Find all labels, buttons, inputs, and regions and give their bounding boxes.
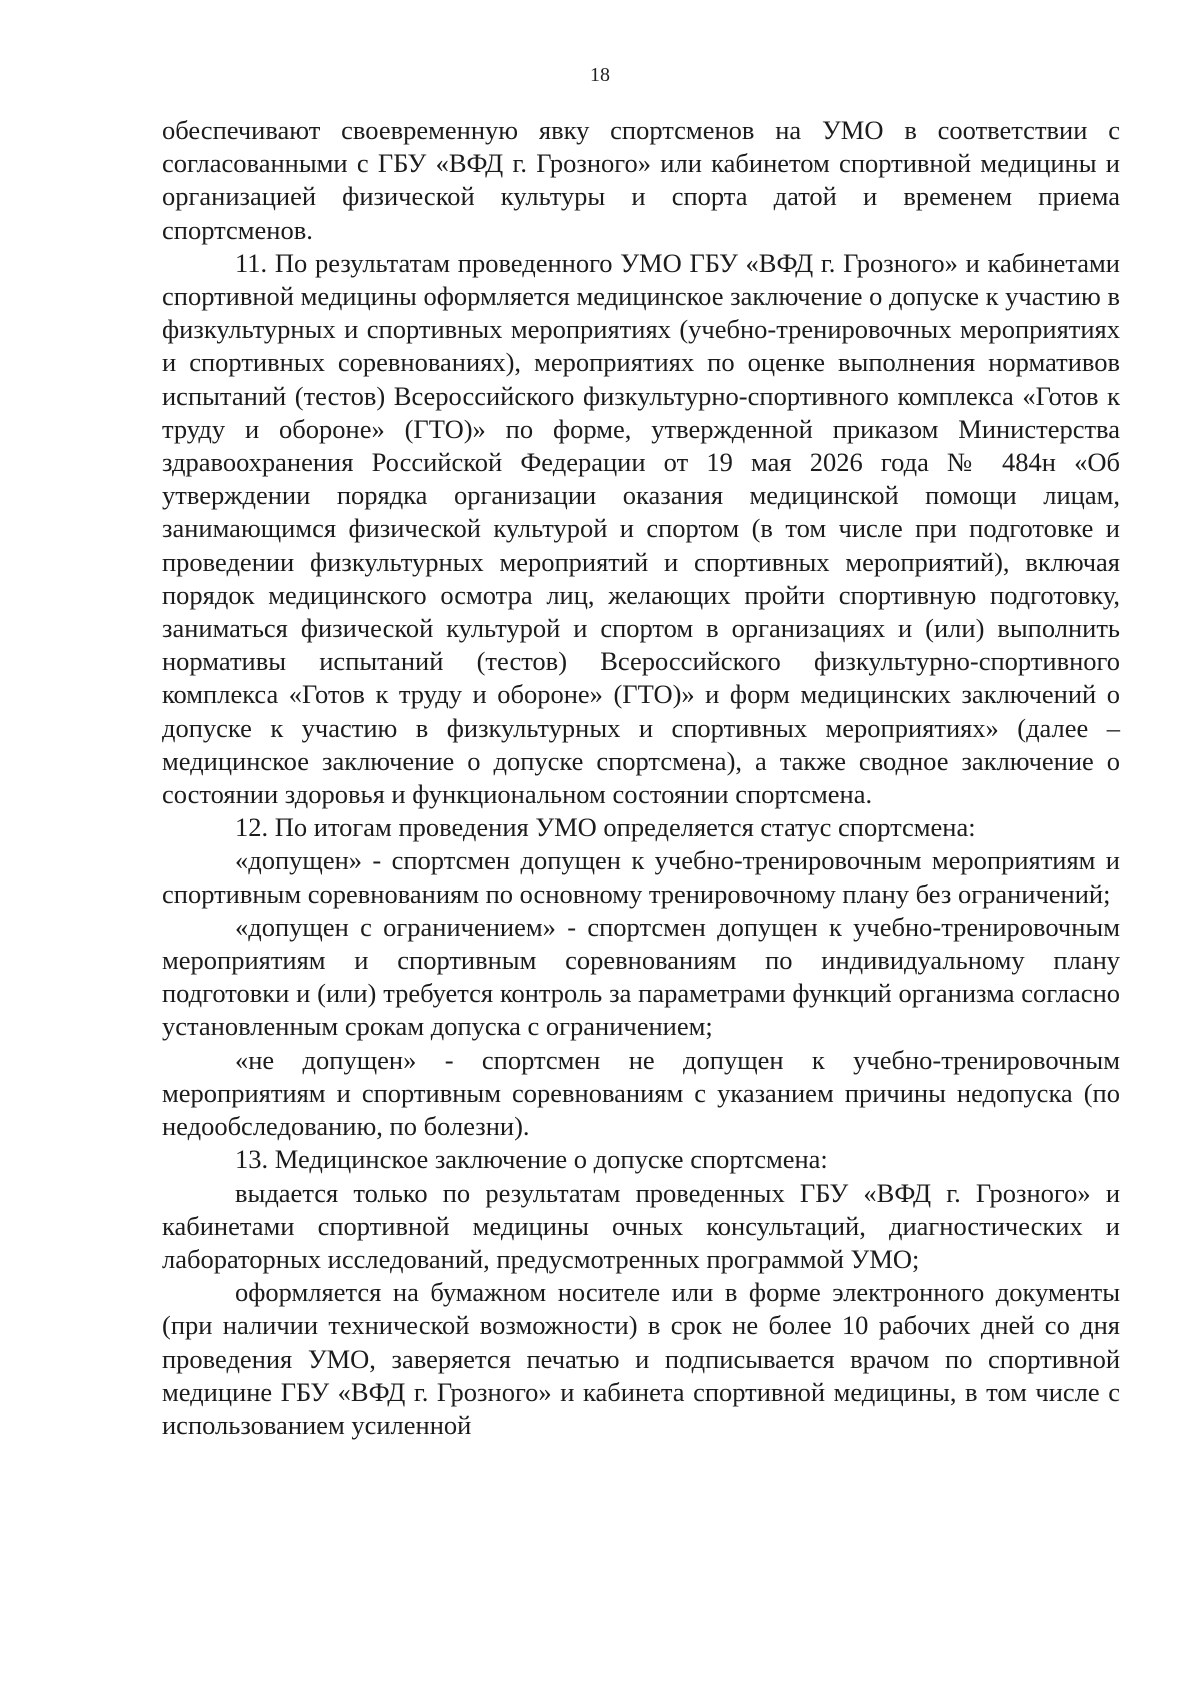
- page-number: 18: [590, 64, 610, 86]
- paragraph-item-13: 13. Медицинское заключение о допуске спортсмена:: [235, 1144, 828, 1175]
- paragraph-issued: выдается только по результатам проведенных ГБУ «ВФД г. Грозного» и кабинетами спортивной медицины очных консультаций, диагностических и лабораторных исследований, предусмотренных программой УМО;: [162, 1177, 1120, 1274]
- paragraph-item-12: 12. По итогам проведения УМО определяется статус спортсмена:: [235, 812, 976, 843]
- paragraph-continuation: обеспечивают своевременную явку спортсменов на УМО в соответствии с согласованными с ГБУ «ВФД г. Грозного» или кабинетом спортивной медицины и организацией физической культуры и спорта датой и временем приема спортсменов.: [162, 115, 1120, 245]
- paragraph-status-not-admitted: «не допущен» - спортсмен не допущен к учебно-тренировочным мероприятиям и спортивным соревнованиям с указанием причины недопуска (по недообследованию, по болезни).: [162, 1044, 1120, 1142]
- paragraph-status-admitted: «допущен» - спортсмен допущен к учебно-тренировочным мероприятиям и спортивным соревнованиям по основному тренировочному плану без ограничений;: [162, 845, 1120, 909]
- paragraph-item-11: 11. По результатам проведенного УМО ГБУ «ВФД г. Грозного» и кабинетами спортивной медицины оформляется медицинское заключение о допуске к участию в физкультурных и спортивных мероприятиях (учебно-тренировочных мероприятиях и спортивных соревнованиях), мероприятиях по оценке выполнения нормативов испытаний (тестов) Всероссийского физкультурно-спортивного комплекса «Готов к труду и обороне» (ГТО)» по форме, утвержденной приказом Министерства здравоохранения Российской Федерации от 19 мая 2026 года № 484н «Об утверждении порядка организации оказания медицинской помощи лицам, занимающимся физической культурой и спортом (в том числе при подготовке и проведении физкультурных мероприятий и спортивных мероприятий), включая порядок медицинского осмотра лиц, желающих пройти спортивную подготовку, заниматься физической культурой и спортом в организациях и (или) выполнить нормативы испытаний (тестов) Всероссийского физкультурно-спортивного комплекса «Готов к труду и обороне» (ГТО)» и форм медицинских заключений о допуске к участию в физкультурных и спортивных мероприятиях» (далее – медицинское заключение о допуске спортсмена), а также сводное заключение о состоянии здоровья и функциональном состоянии спортсмена.: [162, 247, 1120, 810]
- document-body: [162, 114, 1120, 1442]
- paragraph-status-admitted-with-restriction: «допущен с ограничением» - спортсмен допущен к учебно-тренировочным мероприятиям и спортивным соревнованиям по индивидуальному плану подготовки и (или) требуется контроль за параметрами функций организма согласно установленным срокам допуска с ограничением;: [162, 911, 1120, 1042]
- paragraph-formalized: оформляется на бумажном носителе или в форме электронного документы (при наличии технической возможности) в срок не более 10 рабочих дней со дня проведения УМО, заверяется печатью и подписывается врачом по спортивной медицине ГБУ «ВФД г. Грозного» и кабинета спортивной медицины, в том числе с использованием усиленной: [162, 1277, 1120, 1440]
